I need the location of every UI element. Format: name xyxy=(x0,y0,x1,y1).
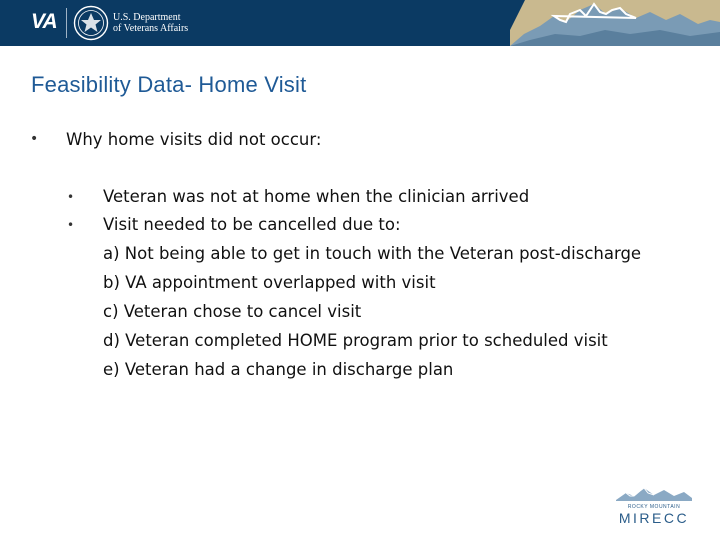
reason-line: e) Veteran had a change in discharge plan xyxy=(103,360,454,379)
reason-line: a) Not being able to get in touch with the Veteran post-discharge xyxy=(103,244,642,263)
va-logo: VA xyxy=(31,10,57,33)
logo-divider xyxy=(66,8,67,38)
sub-bullet-text: Veteran was not at home when the clinician arrived xyxy=(103,187,530,206)
sub-bullet-text: Visit needed to be cancelled due to: xyxy=(103,215,401,234)
mountain-banner-icon xyxy=(510,0,720,46)
bullet-dot: • xyxy=(30,131,39,147)
sub-bullet-dot: • xyxy=(67,218,75,232)
header-bar xyxy=(0,0,720,46)
department-line-1: U.S. Department xyxy=(113,12,181,23)
main-bullet-text: Why home visits did not occur: xyxy=(66,130,322,149)
mirecc-logo xyxy=(612,484,696,528)
sub-bullet-dot: • xyxy=(67,190,75,204)
reason-line: c) Veteran chose to cancel visit xyxy=(103,302,362,321)
va-seal-icon xyxy=(73,5,109,41)
department-line-2: of Veterans Affairs xyxy=(113,23,189,34)
mirecc-logo-main-text: MIRECC xyxy=(618,510,690,526)
slide-title: Feasibility Data- Home Visit xyxy=(31,72,307,97)
mirecc-logo-top-text: ROCKY MOUNTAIN xyxy=(627,504,681,510)
reason-line: b) VA appointment overlapped with visit xyxy=(103,273,436,292)
department-name xyxy=(113,12,188,34)
reason-line: d) Veteran completed HOME program prior to scheduled visit xyxy=(103,331,608,350)
